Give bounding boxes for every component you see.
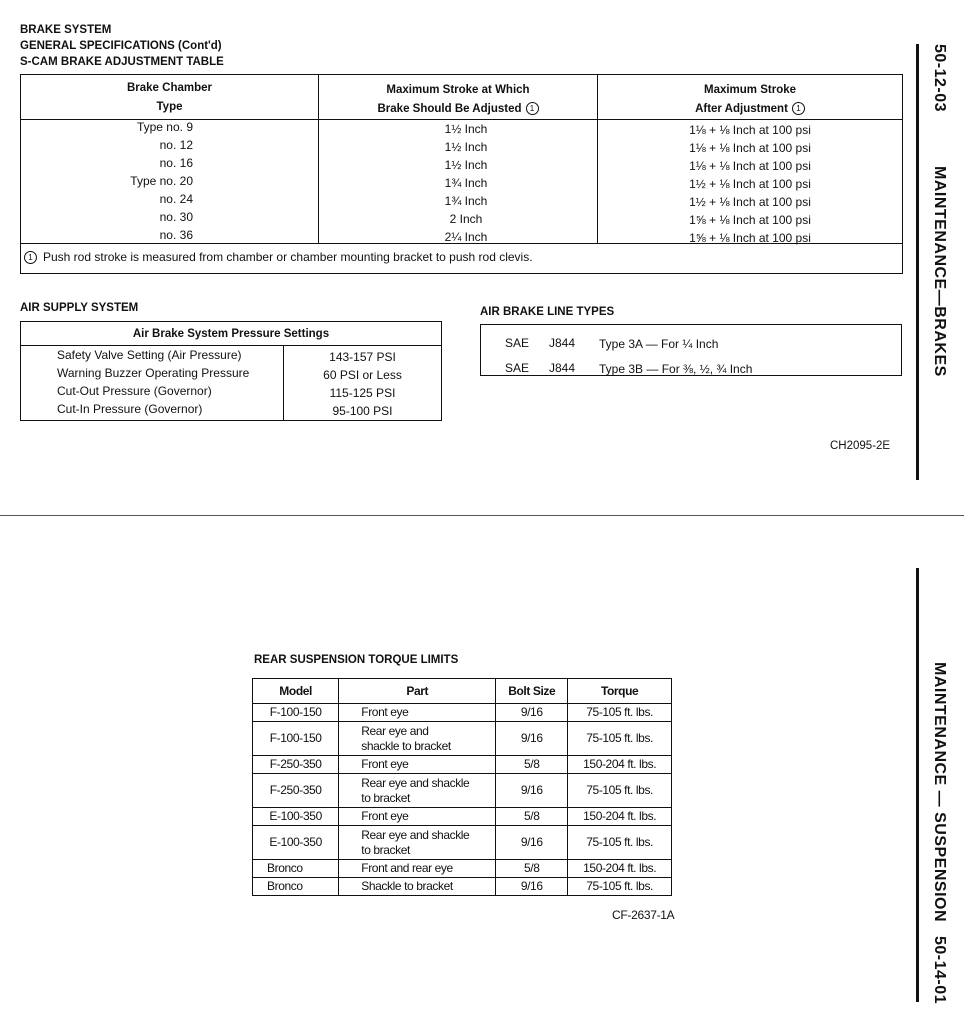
- list-item: 1⅝ + ⅛ Inch at 100 psi: [689, 213, 811, 227]
- col-header-torque: Torque: [568, 679, 672, 704]
- rear-suspension-heading: REAR SUSPENSION TORQUE LIMITS: [254, 654, 459, 666]
- list-item: 1¾ Inch: [444, 176, 488, 190]
- list-item: Warning Buzzer Operating Pressure: [57, 366, 250, 380]
- part-cell: Front and rear eye: [339, 860, 496, 878]
- col-header-max-stroke: Maximum Stroke at Which Brake Should Be Adjusted 1: [319, 81, 597, 119]
- note-1-marker: 1: [792, 102, 805, 115]
- list-item: 1⅛ + ⅛ Inch at 100 psi: [689, 141, 811, 155]
- air-pressure-settings-table: [20, 321, 442, 421]
- bolt-size-cell: 9/16: [496, 826, 568, 860]
- max-stroke-column: [319, 120, 613, 246]
- part-cell: Front eye: [339, 704, 496, 722]
- list-item: no. 30: [159, 210, 193, 224]
- list-item: J844: [549, 361, 576, 375]
- list-item: Type 3B — For ⅜, ½, ¾ Inch: [599, 362, 753, 376]
- pressure-labels: [57, 346, 249, 418]
- pressure-values: [284, 348, 441, 420]
- list-item: 60 PSI or Less: [323, 368, 402, 382]
- list-item: 1½ Inch: [444, 122, 488, 136]
- table-row: [253, 756, 672, 774]
- list-item: 1½ + ⅛ Inch at 100 psi: [689, 177, 811, 191]
- list-item: 143-157 PSI: [329, 350, 396, 364]
- bolt-size-cell: 5/8: [496, 756, 568, 774]
- list-item: Safety Valve Setting (Air Pressure): [57, 348, 242, 362]
- part-cell: Front eye: [339, 808, 496, 826]
- model-cell: Bronco: [253, 878, 339, 896]
- torque-cell: 150-204 ft. lbs.: [568, 808, 672, 826]
- list-item: 95-100 PSI: [332, 404, 393, 418]
- after-adjustment-column: [598, 121, 902, 247]
- list-item: 1½ Inch: [444, 140, 488, 154]
- section-label-bottom: MAINTENANCE — SUSPENSION: [931, 662, 948, 923]
- torque-cell: 150-204 ft. lbs.: [568, 860, 672, 878]
- list-item: 2¼ Inch: [444, 230, 488, 244]
- part-cell: Rear eye and shackle to bracket: [339, 722, 496, 756]
- list-item: Type no. 9: [136, 120, 193, 134]
- binder-tab-bar: [916, 44, 919, 480]
- page-separator: [0, 515, 964, 516]
- figure-code: CH2095-2E: [830, 440, 891, 452]
- scam-brake-adjustment-table: [20, 74, 903, 274]
- model-cell: E-100-350: [253, 826, 339, 860]
- table-row: [253, 860, 672, 878]
- list-item: 1¾ Inch: [444, 194, 488, 208]
- air-table-title: Air Brake System Pressure Settings: [132, 328, 330, 340]
- bolt-size-cell: 9/16: [496, 722, 568, 756]
- table-row: [253, 808, 672, 826]
- list-item: Cut-Out Pressure (Governor): [57, 384, 212, 398]
- col-header-model: Model: [253, 679, 339, 704]
- rear-suspension-torque-table: [252, 678, 672, 896]
- air-brake-line-table: [480, 324, 902, 376]
- table-row: [253, 878, 672, 896]
- model-cell: F-250-350: [253, 774, 339, 808]
- list-item: Type 3A — For ¼ Inch: [599, 337, 719, 351]
- torque-cell: 75-105 ft. lbs.: [568, 774, 672, 808]
- list-item: 2 Inch: [449, 212, 483, 226]
- air-brake-line-heading: AIR BRAKE LINE TYPES: [480, 306, 615, 318]
- note-1-marker: 1: [24, 251, 37, 264]
- torque-cell: 75-105 ft. lbs.: [568, 722, 672, 756]
- model-cell: F-250-350: [253, 756, 339, 774]
- torque-cell: 150-204 ft. lbs.: [568, 756, 672, 774]
- page-number-top: 50-12-03: [931, 44, 948, 113]
- torque-cell: 75-105 ft. lbs.: [568, 826, 672, 860]
- list-item: J844: [549, 336, 576, 350]
- bolt-size-cell: 5/8: [496, 808, 568, 826]
- model-cell: Bronco: [253, 860, 339, 878]
- list-item: 1⅛ + ⅛ Inch at 100 psi: [689, 159, 811, 173]
- air-supply-heading: AIR SUPPLY SYSTEM: [20, 302, 139, 314]
- list-item: Type no. 20: [130, 174, 193, 188]
- model-cell: F-100-150: [253, 722, 339, 756]
- list-item: 1½ Inch: [444, 158, 488, 172]
- part-cell: Front eye: [339, 756, 496, 774]
- list-item: no. 12: [159, 138, 193, 152]
- section-label-top: MAINTENANCE—BRAKES: [931, 166, 948, 377]
- list-item: no. 16: [159, 156, 193, 170]
- bolt-size-cell: 9/16: [496, 704, 568, 722]
- list-item: Cut-In Pressure (Governor): [57, 402, 203, 416]
- list-item: SAE: [505, 361, 530, 375]
- list-item: no. 36: [159, 228, 193, 242]
- binder-tab-bar: [916, 568, 919, 1002]
- table-footnote: 1 Push rod stroke is measured from chamber or chamber mounting bracket to push rod clevis.: [24, 250, 533, 264]
- table-row: [253, 774, 672, 808]
- torque-cell: 75-105 ft. lbs.: [568, 878, 672, 896]
- bolt-size-cell: 9/16: [496, 774, 568, 808]
- section-title: BRAKE SYSTEM: [20, 24, 112, 36]
- table-header-row: [253, 679, 672, 704]
- page-number-bottom: 50-14-01: [931, 936, 948, 1005]
- line-std-column: [505, 331, 529, 381]
- col-header-bolt-size: Bolt Size: [496, 679, 568, 704]
- figure-code: CF-2637-1A: [612, 908, 675, 922]
- model-cell: F-100-150: [253, 704, 339, 722]
- bolt-size-cell: 5/8: [496, 860, 568, 878]
- part-cell: Shackle to bracket: [339, 878, 496, 896]
- bolt-size-cell: 9/16: [496, 878, 568, 896]
- section-subtitle: GENERAL SPECIFICATIONS (Cont'd): [20, 40, 222, 52]
- col-header-after-adjustment: Maximum Stroke After Adjustment 1: [598, 81, 902, 119]
- table-row: [253, 826, 672, 860]
- list-item: SAE: [505, 336, 530, 350]
- table-row: [253, 704, 672, 722]
- brake-system-header: [20, 22, 224, 70]
- table-row: [253, 722, 672, 756]
- chamber-type-column: [21, 118, 193, 244]
- model-cell: E-100-350: [253, 808, 339, 826]
- part-cell: Rear eye and shackle to bracket: [339, 826, 496, 860]
- note-1-marker: 1: [526, 102, 539, 115]
- table-title: S-CAM BRAKE ADJUSTMENT TABLE: [20, 56, 224, 68]
- list-item: 1⅝ + ⅛ Inch at 100 psi: [689, 231, 811, 245]
- col-header-part: Part: [339, 679, 496, 704]
- list-item: no. 24: [159, 192, 193, 206]
- col-header-chamber-type: Brake Chamber Type: [126, 82, 212, 113]
- list-item: 1½ + ⅛ Inch at 100 psi: [689, 195, 811, 209]
- part-cell: Rear eye and shackle to bracket: [339, 774, 496, 808]
- list-item: 115-125 PSI: [329, 386, 396, 400]
- torque-cell: 75-105 ft. lbs.: [568, 704, 672, 722]
- line-desc-column: [599, 332, 752, 382]
- line-code-column: [549, 331, 575, 381]
- list-item: 1⅛ + ⅛ Inch at 100 psi: [689, 123, 811, 137]
